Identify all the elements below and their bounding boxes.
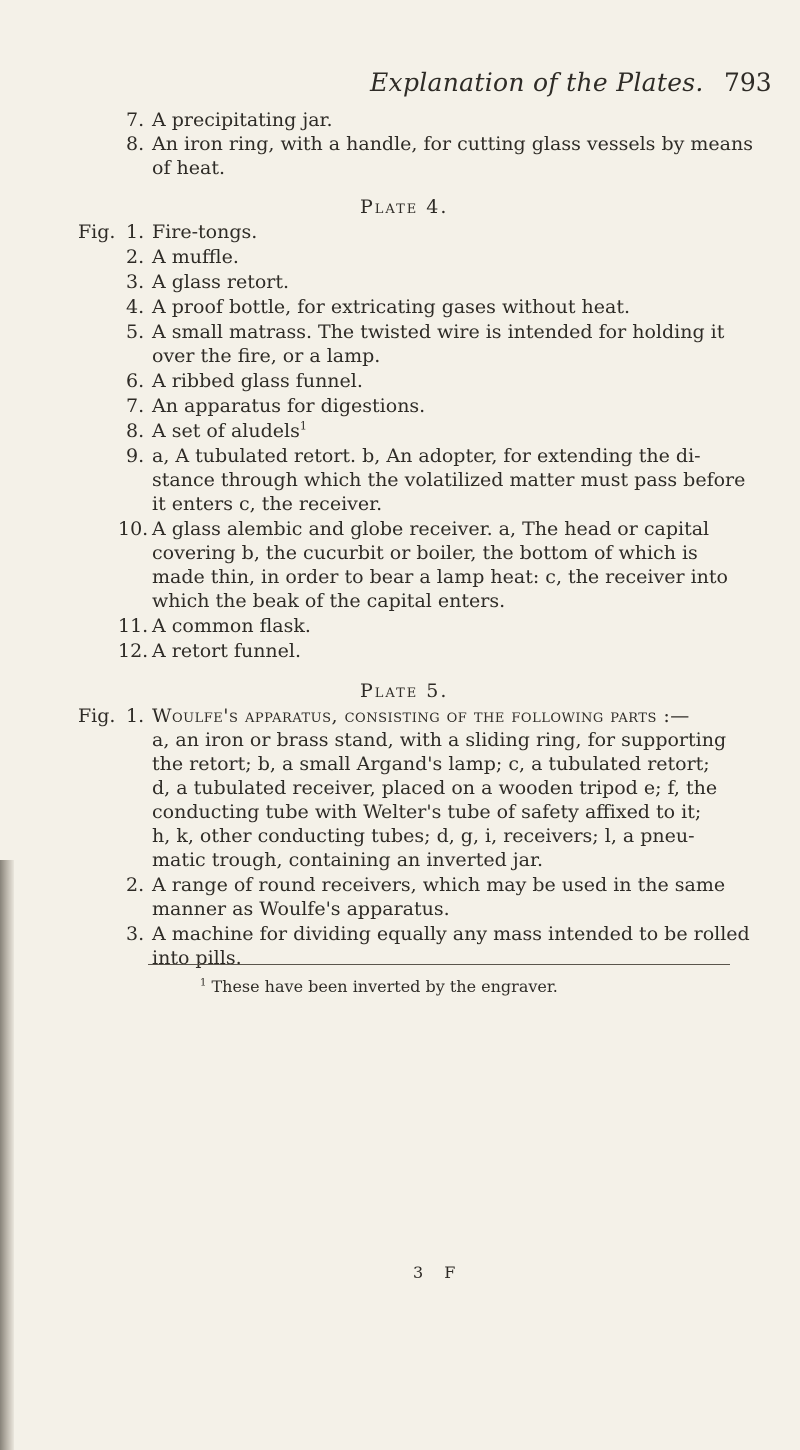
item-number: 8. [126,133,145,155]
printer-signature: 3 F [413,1263,464,1282]
item-text: covering b, the cucurbit or boiler, the bottom of which is [152,542,698,564]
item-number: 4. [126,296,145,318]
item-number: 11. [118,615,149,637]
plate-4-heading: Plate 4. [360,196,449,218]
item-text: A precipitating jar. [152,109,333,131]
running-header [0,68,800,102]
item-number: 7. [126,109,145,131]
item-text: stance through which the volatilized matter must pass before [152,469,746,491]
item-text: A proof bottle, for extricating gases without heat. [152,296,631,318]
item-number: 7. [126,395,145,417]
item-text: An iron ring, with a handle, for cutting glass vessels by means [152,133,753,155]
item-text: Fire-tongs. [152,221,258,243]
item-text: manner as Woulfe's apparatus. [152,898,450,920]
binding-shadow [0,860,14,1450]
item-text: made thin, in order to bear a lamp heat: c, the receiver into [152,566,728,588]
item-number: 10. [118,518,149,540]
footnote-marker: 1 [299,419,307,433]
item-text: d, a tubulated receiver, placed on a wooden tripod e; f, the [152,777,718,799]
item-number: 3. [126,271,145,293]
footnote-number: 1 [200,977,207,989]
item-text: a, an iron or brass stand, with a sliding ring, for supporting [152,729,727,751]
item-number: 1. [126,705,145,727]
item-number: 5. [126,321,145,343]
item-number: 1. [126,221,145,243]
item-number: 9. [126,445,145,467]
item-text: A retort funnel. [152,640,302,662]
fig-label: Fig. [78,705,116,727]
item-text: A range of round receivers, which may be used in the same [152,874,726,896]
item-text: A machine for dividing equally any mass intended to be rolled [152,923,750,945]
item-text: of heat. [152,157,225,179]
item-text: h, k, other conducting tubes; d, g, i, receivers; l, a pneu- [152,825,695,847]
item-number: 6. [126,370,145,392]
item-text: A glass alembic and globe receiver. a, The head or capital [152,518,710,540]
item-text: Woulfe's apparatus, consisting of the following parts :— [152,705,690,727]
plate-5-heading: Plate 5. [360,680,449,702]
item-text: conducting tube with Welter's tube of safety affixed to it; [152,801,702,823]
item-text: A glass retort. [152,271,290,293]
item-text: An apparatus for digestions. [152,395,426,417]
footnote-text: These have been inverted by the engraver. [211,977,558,996]
footnote [200,977,558,996]
item-text: A set of aludels$^1$ [152,419,307,442]
item-text: matic trough, containing an inverted jar. [152,849,544,871]
item-text: which the beak of the capital enters. [152,590,506,612]
page-number: 793 [724,68,772,97]
item-text: it enters c, the receiver. [152,493,383,515]
item-number: 12. [118,640,149,662]
item-text: the retort; b, a small Argand's lamp; c, a tubulated retort; [152,753,710,775]
item-text: into pills. [152,947,242,969]
footnote-rule [148,964,730,965]
item-number: 2. [126,246,145,268]
item-number: 2. [126,874,145,896]
item-text: over the fire, or a lamp. [152,345,381,367]
item-number: 3. [126,923,145,945]
item-text: a, A tubulated retort. b, An adopter, for extending the di- [152,445,701,467]
item-text: A ribbed glass funnel. [152,370,363,392]
item-text: A small matrass. The twisted wire is intended for holding it [152,321,725,343]
header-title: Explanation of the Plates. [370,68,704,97]
item-text: A common flask. [152,615,311,637]
fig-label: Fig. [78,221,116,243]
item-number: 8. [126,420,145,442]
item-text: A muffle. [152,246,239,268]
